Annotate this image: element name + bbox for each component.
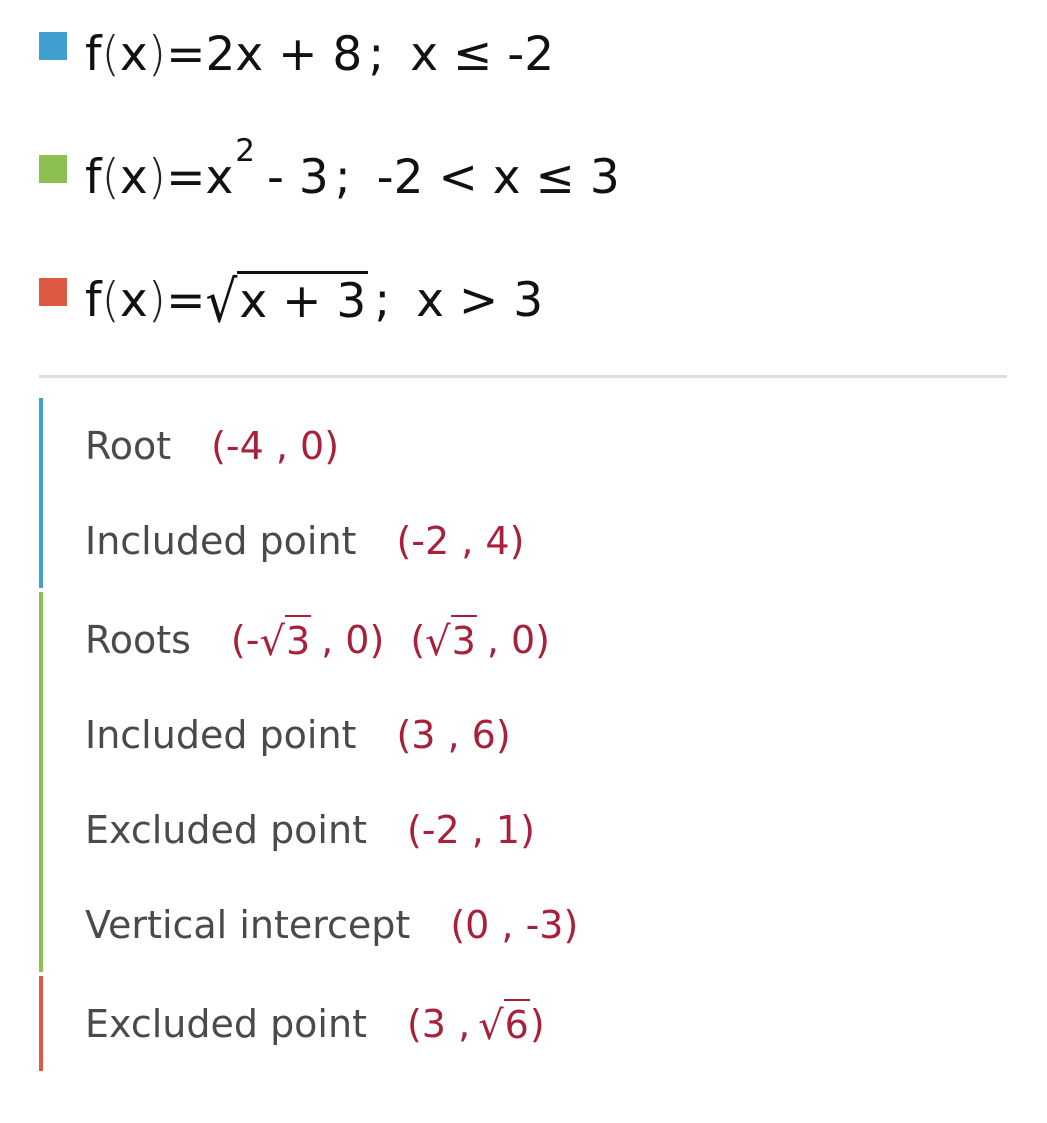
definition-2-base: x [205,149,234,205]
property-value: (-2 , 1) [406,807,535,852]
property-root[interactable] [43,398,943,493]
function-variable: x [119,149,148,205]
radicand: 3 [285,615,311,663]
definition-1-expression [85,26,555,82]
definition-3-expression [85,268,544,336]
function-variable: x [119,26,148,82]
definition-2-domain: -2 < x ≤ 3 [376,149,620,205]
property-value: (-4 , 0) [211,423,340,468]
point-close: , 0) [486,617,550,662]
radical-icon: √ [259,618,285,665]
definition-3-radicand: x + 3 [237,271,368,325]
property-value: (3 , 6) [396,712,511,757]
point-close: , 0) [321,617,385,662]
radical-icon: √ [425,618,451,665]
section-divider [39,375,1007,378]
property-label: Root [85,423,172,468]
property-value: (-2 , 4) [396,518,525,563]
function-name: f [85,26,102,82]
property-excluded-point[interactable] [43,976,943,1071]
semicolon: ; [334,149,351,205]
equals-sign: = [166,26,206,82]
semicolon: ; [368,26,385,82]
close-paren: ) [147,26,167,82]
definition-row-2[interactable] [39,132,1007,209]
root-point-2 [410,617,550,663]
definition-3-domain: x > 3 [416,272,544,328]
radical-icon: √ [205,268,238,336]
equals-sign: = [166,272,206,328]
square-root [205,268,368,336]
point-close: ) [529,1001,545,1046]
property-label: Vertical intercept [85,902,411,947]
property-included-point[interactable] [43,493,943,588]
property-group-blue [39,398,943,588]
property-label: Included point [85,712,357,757]
root-point-1 [231,617,384,663]
property-label: Included point [85,518,357,563]
equals-sign: = [166,149,206,205]
definition-1-rhs: 2x + 8 [205,26,363,82]
definition-1-domain: x ≤ -2 [410,26,555,82]
square-root [259,617,311,663]
radicand: 6 [504,999,530,1047]
property-excluded-point[interactable] [43,782,943,877]
green-swatch-icon [39,155,67,183]
open-paren: ( [101,26,120,82]
definition-2-rest: - 3 [267,149,329,205]
property-group-red [39,976,943,1071]
open-paren: ( [101,272,120,328]
property-value: (0 , -3) [450,902,579,947]
function-name: f [85,149,102,205]
definition-2-exponent: 2 [235,132,256,169]
point-open: (- [230,617,260,662]
function-name: f [85,272,102,328]
property-label: Roots [85,617,191,662]
function-variable: x [119,272,148,328]
definition-row-1[interactable] [39,22,1007,86]
radical-icon: √ [478,1002,504,1049]
blue-swatch-icon [39,32,67,60]
square-root [425,617,477,663]
red-swatch-icon [39,278,67,306]
property-included-point[interactable] [43,687,943,782]
definition-2-expression [85,132,620,205]
definition-row-3[interactable] [39,268,1007,336]
property-value [407,1001,545,1047]
point-open: ( [410,617,426,662]
close-paren: ) [147,149,167,205]
piecewise-definitions [39,22,1007,336]
property-vertical-intercept[interactable] [43,877,943,972]
square-root [478,1001,530,1047]
radicand: 3 [451,615,477,663]
semicolon: ; [374,272,391,328]
property-group-green [39,592,943,972]
open-paren: ( [101,149,120,205]
property-roots[interactable] [43,592,943,687]
property-label: Excluded point [85,807,367,852]
point-open: (3 , [406,1001,471,1046]
property-label: Excluded point [85,1001,367,1046]
close-paren: ) [147,272,167,328]
